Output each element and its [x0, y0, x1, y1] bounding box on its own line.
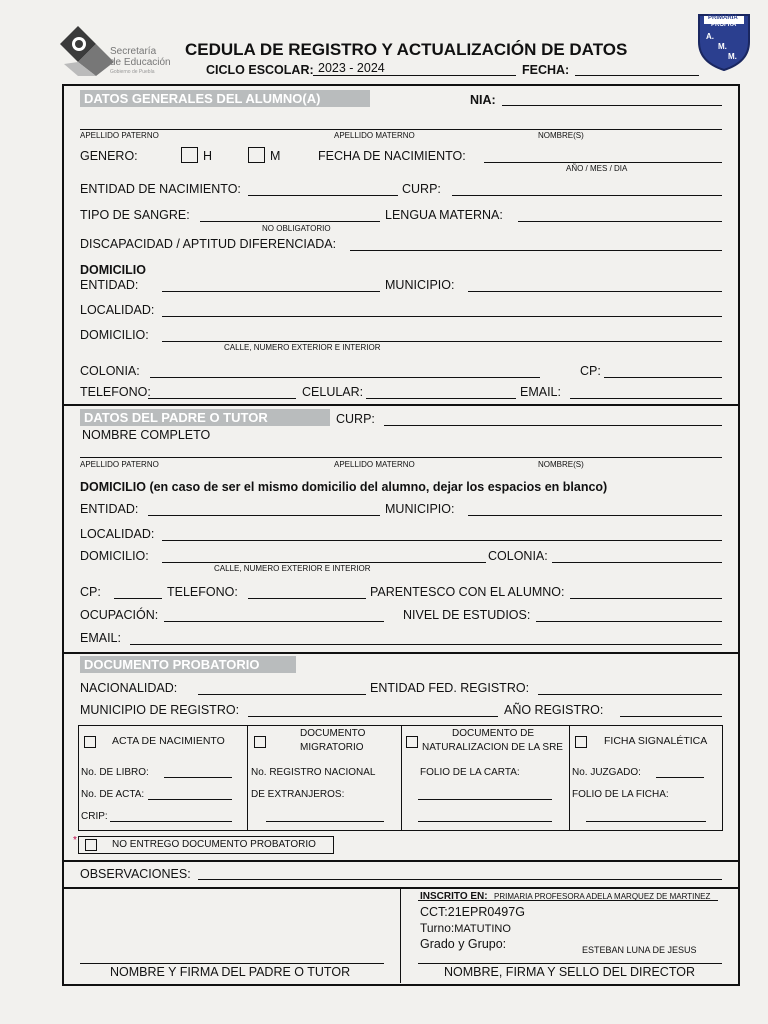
ciclo-line[interactable] [313, 75, 516, 76]
folio-carta-line-2[interactable] [418, 821, 552, 822]
genero-h-label: H [203, 149, 213, 163]
section-documento: DOCUMENTO PROBATORIO [80, 656, 296, 673]
fecha-line[interactable] [575, 75, 699, 76]
tutor-domicilio-line[interactable] [162, 562, 486, 563]
fecha-nac-label: FECHA DE NACIMIENTO: [318, 149, 466, 163]
documento-col-1 [247, 725, 248, 831]
inscrito-line [418, 900, 718, 901]
genero-m-checkbox[interactable] [248, 147, 265, 163]
alumno-domicilio-line[interactable] [162, 341, 722, 342]
entidad-nac-line[interactable] [248, 195, 398, 196]
entidad-registro-line[interactable] [538, 694, 722, 695]
tutor-nombre-completo: NOMBRE COMPLETO [82, 428, 211, 442]
no-obligatorio-hint: NO OBLIGATORIO [262, 224, 331, 233]
padre-firma-line[interactable] [80, 963, 384, 964]
no-libro-line[interactable] [164, 777, 232, 778]
folio-ficha-label: FOLIO DE LA FICHA: [572, 789, 669, 800]
no-entrego-label: NO ENTREGO DOCUMENTO PROBATORIO [112, 839, 316, 850]
badge-m2-text: M. [728, 52, 737, 61]
tutor-cp-line[interactable] [114, 598, 162, 599]
alumno-email-label: EMAIL: [520, 385, 561, 399]
alumno-telefono-line[interactable] [148, 398, 296, 399]
nacionalidad-line[interactable] [198, 694, 366, 695]
folio-carta-line-1[interactable] [418, 799, 552, 800]
ciclo-value: 2023 - 2024 [318, 61, 385, 75]
tipo-sangre-label: TIPO DE SANGRE: [80, 208, 190, 222]
ano-registro-label: AÑO REGISTRO: [504, 703, 604, 717]
alumno-municipio-line[interactable] [468, 291, 722, 292]
director-name: ESTEBAN LUNA DE JESUS [582, 945, 697, 955]
logo-text-line2: de Educación [110, 57, 171, 68]
tutor-colonia-line[interactable] [552, 562, 722, 563]
grado-label: Grado y Grupo: [420, 937, 507, 951]
no-acta-label: No. DE ACTA: [81, 789, 145, 800]
tutor-localidad-line[interactable] [162, 540, 722, 541]
fecha-nac-hint: AÑO / MES / DIA [566, 164, 628, 173]
alumno-entidad-line[interactable] [162, 291, 380, 292]
director-firma-label: NOMBRE, FIRMA Y SELLO DEL DIRECTOR [444, 965, 695, 979]
alumno-nombre-line[interactable] [80, 129, 722, 130]
alumno-entidad-label: ENTIDAD: [80, 278, 139, 292]
nia-label: NIA: [470, 93, 496, 107]
tutor-municipio-label: MUNICIPIO: [385, 502, 455, 516]
tutor-email-line[interactable] [130, 644, 722, 645]
crip-line[interactable] [110, 821, 232, 822]
tutor-curp-line[interactable] [384, 425, 722, 426]
fecha-nac-line[interactable] [484, 162, 722, 163]
tutor-entidad-line[interactable] [148, 515, 380, 516]
tutor-colonia-label: COLONIA: [488, 549, 548, 563]
alumno-email-line[interactable] [570, 398, 722, 399]
tutor-parentesco-line[interactable] [570, 598, 722, 599]
tutor-ocupacion-line[interactable] [164, 621, 384, 622]
logo-text-line3: Gobierno de Puebla [110, 69, 155, 75]
fecha-label: FECHA: [522, 63, 570, 77]
tutor-domicilio-note-text: (en caso de ser el mismo domicilio del alumno, dejar los espacios en blanco) [145, 480, 608, 494]
documento-col-2 [401, 725, 402, 831]
ciclo-label: CICLO ESCOLAR: [206, 63, 314, 77]
director-firma-line[interactable] [418, 963, 722, 964]
tutor-localidad-label: LOCALIDAD: [80, 527, 155, 541]
tutor-curp-label: CURP: [336, 412, 375, 426]
firmas-vertical [400, 887, 401, 983]
alumno-telefono-label: TELEFONO: [80, 385, 151, 399]
tutor-telefono-line[interactable] [248, 598, 366, 599]
migratorio-label-1: DOCUMENTO [300, 728, 366, 739]
alumno-municipio-label: MUNICIPIO: [385, 278, 455, 292]
documento-col-3 [569, 725, 570, 831]
alumno-colonia-label: COLONIA: [80, 364, 140, 378]
turno-label-text: Turno: [420, 921, 455, 935]
divider-documento [62, 652, 738, 654]
alumno-localidad-label: LOCALIDAD: [80, 303, 155, 317]
folio-ficha-line[interactable] [586, 821, 706, 822]
naturalizacion-label-1: DOCUMENTO DE [452, 728, 535, 739]
tutor-domicilio-heading: DOMICILIO [80, 480, 146, 494]
secretaria-logo [60, 24, 178, 76]
observaciones-line[interactable] [198, 879, 722, 880]
inscrito-value: PRIMARIA PROFESORA ADELA MARQUEZ DE MARTINEZ [494, 892, 711, 901]
tutor-entidad-label: ENTIDAD: [80, 502, 139, 516]
turno-value: MATUTINO [454, 923, 511, 935]
genero-label: GENERO: [80, 149, 138, 163]
tutor-nivel-line[interactable] [536, 621, 722, 622]
alumno-apellido-paterno: APELLIDO PATERNO [80, 131, 159, 140]
no-entrego-asterisk: * [73, 835, 77, 846]
acta-label: ACTA DE NACIMIENTO [112, 735, 225, 747]
alumno-apellido-materno: APELLIDO MATERNO [334, 131, 415, 140]
turno-label [420, 921, 511, 936]
section-alumno: DATOS GENERALES DEL ALUMNO(A) [80, 90, 370, 107]
genero-m-label: M [270, 149, 281, 163]
entidad-nac-label: ENTIDAD DE NACIMIENTO: [80, 182, 241, 196]
alumno-domicilio-label: DOMICILIO: [80, 328, 149, 342]
tutor-nombres: NOMBRE(S) [538, 460, 584, 469]
ficha-checkbox[interactable] [575, 736, 587, 748]
logo-text-line1: Secretaría [110, 46, 157, 57]
badge-m1-text: M. [718, 42, 727, 51]
acta-checkbox[interactable] [84, 736, 96, 748]
badge-a-text: A. [706, 32, 714, 41]
inscrito-label: INSCRITO EN: [420, 891, 488, 902]
form-title: CEDULA DE REGISTRO Y ACTUALIZACIÓN DE DATOS [185, 40, 628, 59]
extranjeros-line[interactable] [266, 821, 384, 822]
lengua-line[interactable] [518, 221, 722, 222]
alumno-curp-label: CURP: [402, 182, 441, 196]
ano-registro-line[interactable] [620, 716, 722, 717]
tutor-nombre-line[interactable] [80, 457, 722, 458]
tutor-domicilio-label: DOMICILIO: [80, 549, 149, 563]
school-badge [696, 12, 752, 72]
municipio-registro-label: MUNICIPIO DE REGISTRO: [80, 703, 240, 717]
migratorio-checkbox[interactable] [254, 736, 266, 748]
tipo-sangre-line[interactable] [200, 221, 380, 222]
no-juzgado-line[interactable] [656, 777, 704, 778]
alumno-celular-label: CELULAR: [302, 385, 364, 399]
municipio-registro-line[interactable] [248, 716, 498, 717]
alumno-nombres: NOMBRE(S) [538, 131, 584, 140]
alumno-celular-line[interactable] [366, 398, 516, 399]
crip-label: CRIP: [81, 811, 108, 822]
no-entrego-checkbox[interactable] [85, 839, 97, 851]
tutor-municipio-line[interactable] [468, 515, 722, 516]
ficha-label: FICHA SIGNALÉTICA [604, 735, 708, 747]
nacionalidad-label: NACIONALIDAD: [80, 681, 178, 695]
tutor-apellido-materno: APELLIDO MATERNO [334, 460, 415, 469]
lengua-label: LENGUA MATERNA: [385, 208, 503, 222]
section-tutor: DATOS DEL PADRE O TUTOR [80, 409, 330, 426]
tutor-telefono-label: TELEFONO: [167, 585, 238, 599]
tutor-ocupacion-label: OCUPACIÓN: [80, 608, 159, 622]
discapacidad-label: DISCAPACIDAD / APTITUD DIFERENCIADA: [80, 237, 337, 251]
genero-h-checkbox[interactable] [181, 147, 198, 163]
badge-top-text: PRIMARIA [708, 15, 738, 21]
alumno-curp-line[interactable] [452, 195, 722, 196]
migratorio-label-2: MIGRATORIO [300, 742, 364, 753]
naturalizacion-label-2: NATURALIZACION DE LA SRE [422, 742, 563, 753]
divider-observaciones [62, 860, 738, 862]
alumno-cp-label: CP: [580, 364, 601, 378]
discapacidad-line[interactable] [350, 250, 722, 251]
alumno-localidad-line[interactable] [162, 316, 722, 317]
tutor-parentesco-label: PARENTESCO CON EL ALUMNO: [370, 585, 565, 599]
entidad-registro-label: ENTIDAD FED. REGISTRO: [370, 681, 530, 695]
naturalizacion-checkbox[interactable] [406, 736, 418, 748]
tutor-domicilio-note [80, 480, 607, 494]
alumno-domicilio-heading: DOMICILIO [80, 263, 146, 277]
extranjeros-label: DE EXTRANJEROS: [251, 789, 345, 800]
registro-nacional-label: No. REGISTRO NACIONAL [251, 767, 376, 778]
alumno-cp-line[interactable] [604, 377, 722, 378]
no-libro-label: No. DE LIBRO: [81, 767, 149, 778]
folio-carta-label: FOLIO DE LA CARTA: [420, 767, 520, 778]
padre-firma-label: NOMBRE Y FIRMA DEL PADRE O TUTOR [110, 965, 351, 979]
cct-text: CCT:21EPR0497G [420, 905, 525, 919]
badge-top2-text: PROFRA [711, 22, 737, 28]
tutor-cp-label: CP: [80, 585, 101, 599]
nia-line[interactable] [502, 105, 722, 106]
alumno-calle-hint: CALLE, NUMERO EXTERIOR E INTERIOR [224, 343, 381, 352]
tutor-apellido-paterno: APELLIDO PATERNO [80, 460, 159, 469]
no-juzgado-label: No. JUZGADO: [572, 767, 641, 778]
alumno-colonia-line[interactable] [150, 377, 540, 378]
no-acta-line[interactable] [148, 799, 232, 800]
divider-tutor [62, 404, 738, 406]
tutor-email-label: EMAIL: [80, 631, 121, 645]
tutor-nivel-label: NIVEL DE ESTUDIOS: [403, 608, 531, 622]
observaciones-label: OBSERVACIONES: [80, 867, 191, 881]
tutor-calle-hint: CALLE, NUMERO EXTERIOR E INTERIOR [214, 564, 371, 573]
